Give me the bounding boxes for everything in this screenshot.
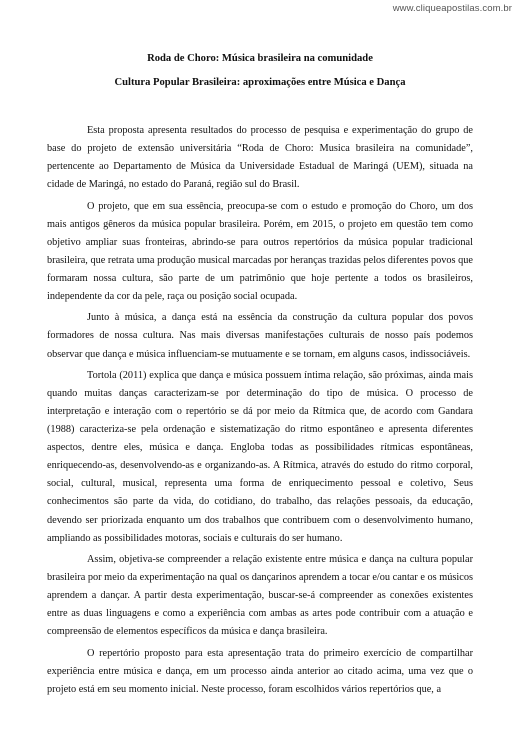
watermark-url: www.cliqueapostilas.com.br bbox=[392, 3, 512, 14]
document-subtitle: Cultura Popular Brasileira: aproximações entre Música e Dança bbox=[114, 77, 406, 88]
paragraph-4: Tortola (2011) explica que dança e música possuem íntima relação, são próximas, ainda mais quando muitas danças caracterizam-se por determinação do tipo de música. O processo de interpretação e interação com o repertório se dá por meio da Rítmica que, de acordo com Gandara (1988) caracteriza-se pela ordenação e sistematização do ritmo espontâneo e apresenta diferentes aspectos, dentre eles, música e dança. Engloba todas as possibilidades rítmicas espontâneas, enriquecendo-as, desenvolvendo-as e organizando-as. A Rítmica, através do estudo do ritmo corporal, social, cultural, musical, representa uma forma de enriquecimento pessoal e coletivo, Seus conhecimentos são parte da vida, do cotidiano, do trabalho, das relações pessoais, da educação, devendo ser priorizada enquanto um dos trabalhos que contribuem com o desenvolvimento humano, ampliando as possibilidades motoras, sociais e culturais do ser humano. bbox=[47, 369, 473, 544]
paragraph-3: Junto à música, a dança está na essência da construção da cultura popular dos povos formadores de nossa cultura. Nas mais diversas manifestações culturais de nosso país podemos observar que dança e música influenciam-se mutuamente e se tornam, em alguns casos, indissociáveis. bbox=[47, 312, 473, 360]
document-body bbox=[47, 122, 473, 702]
paragraph-2: O projeto, que em sua essência, preocupa-se com o estudo e promoção do Choro, um dos mais antigos gêneros da música popular brasileira. Porém, em 2015, o projeto em questão tem como objetivo ampliar suas fronteiras, abrindo-se para outros repertórios da música popular tradicional brasileira, que retrata uma produção musical marcadas por heranças trazidas pelos diferentes povos que formaram nossa cultura, são parte de um patrimônio que hoje pertente a todos os brasileiros, independente da cor da pele, raça ou posição social ocupada. bbox=[47, 200, 473, 303]
document-header bbox=[0, 52, 520, 89]
paragraph-1: Esta proposta apresenta resultados do processo de pesquisa e experimentação do grupo de base do projeto de extensão universitária “Roda de Choro: Musica brasileira na comunidade”, pertencente ao Departamento de Música da Universidade Estadual de Maringá (UEM), situada na cidade de Maringá, no estado do Paraná, região sul do Brasil. bbox=[47, 125, 473, 191]
paragraph-6: O repertório proposto para esta apresentação trata do primeiro exercício de compartilhar experiência entre música e dança, em um processo ainda anterior ao citado acima, uma vez que o projeto está em seu momento inicial. Neste processo, foram escolhidos vários repertórios que, a bbox=[47, 647, 473, 695]
paragraph-5: Assim, objetiva-se compreender a relação existente entre música e dança na cultura popular brasileira por meio da experimentação na qual os dançarinos aprendem a tocar e/ou cantar e os músicos aprendem a dançar. A partir desta experimentação, buscar-se-á compreender as conexões existentes entre as duas linguagens e como a experiência com ambas as artes pode contribuir com a atuação e compreensão de elementos específicos da música e dança brasileira. bbox=[47, 553, 474, 638]
document-title: Roda de Choro: Música brasileira na comunidade bbox=[147, 53, 373, 64]
